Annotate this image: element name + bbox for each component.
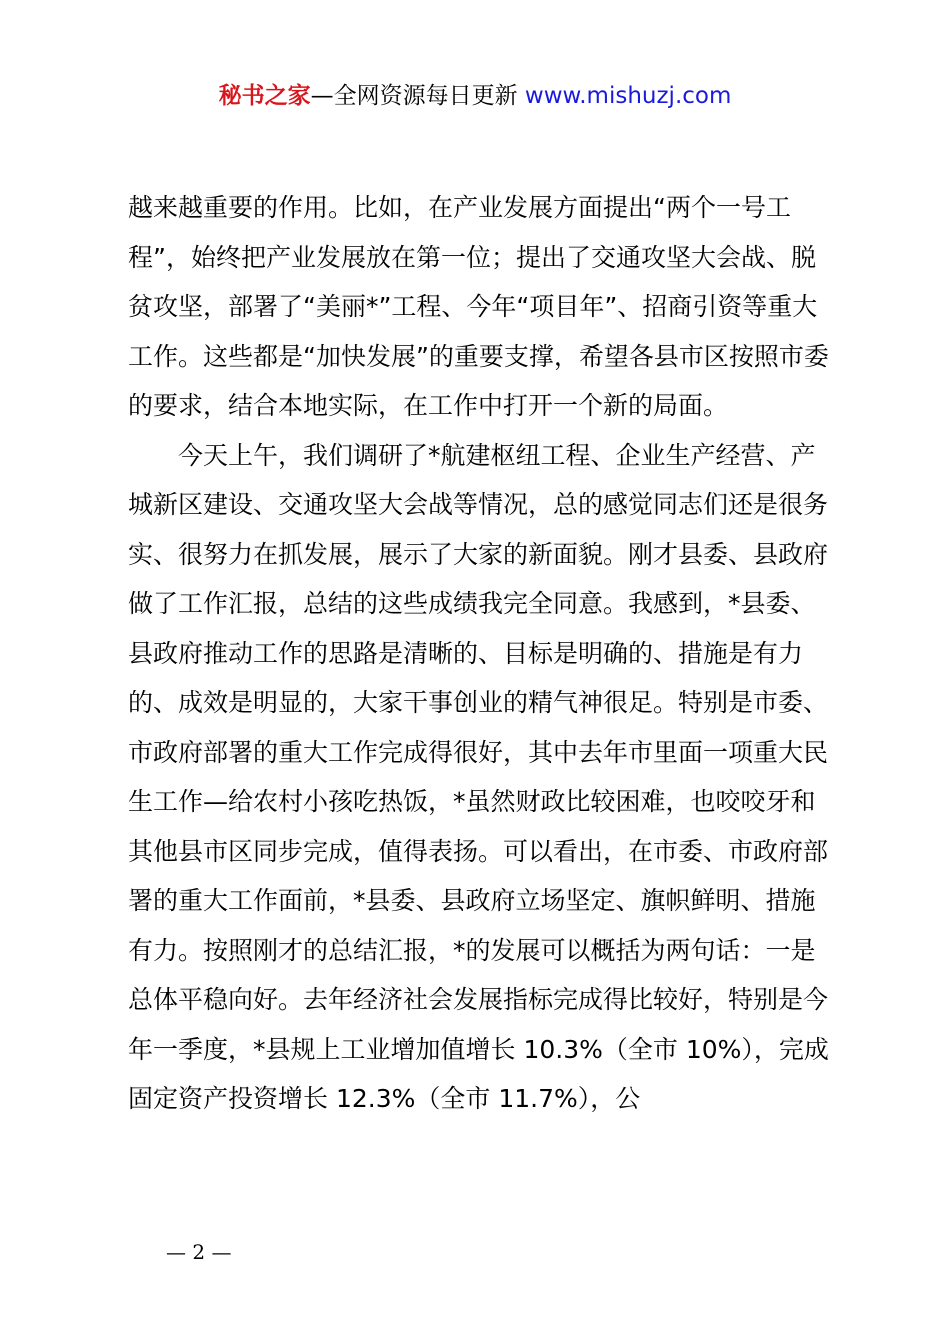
brand-name: 秘书之家 [218,83,311,109]
site-url-link[interactable]: www.mishuzj.com [524,83,732,109]
paragraph-continuation: 越来越重要的作用。比如，在产业发展方面提出“两个一号工程”，始终把产业发展放在第一位；提出了交通攻坚大会战、脱贫攻坚，部署了“美丽*”工程、今年“项目年”、招商引资等重大工作。这些都是“加快发展”的重要支撑，希望各县市区按照市委的要求，结合本地实际，在工作中打开一个新的局面。 [128,193,829,420]
page-header [0,80,950,112]
header-tagline: —全网资源每日更新 [310,83,525,109]
document-body [128,183,836,1124]
paragraph-research-summary: 今天上午，我们调研了*航建枢纽工程、企业生产经营、产城新区建设、交通攻坚大会战等情况，总的感觉同志们还是很务实、很努力在抓发展，展示了大家的新面貌。刚才县委、县政府做了工作汇报，总结的这些成绩我完全同意。我感到，*县委、县政府推动工作的思路是清晰的、目标是明确的、措施是有力的、成效是明显的，大家干事创业的精气神很足。特别是市委、市政府部署的重大工作完成得很好，其中去年市里面一项重大民生工作—给农村小孩吃热饭，*虽然财政比较困难，也咬咬牙和其他县市区同步完成，值得表扬。可以看出，在市委、市政府部署的重大工作面前，*县委、县政府立场坚定、旗帜鲜明、措施有力。按照刚才的总结汇报，*的发展可以概括为两句话：一是总体平稳向好。去年经济社会发展指标完成得比较好，特别是今年一季度，*县规上工业增加值增长 10.3%（全市 10%），完成固定资产投资增长 12.3%（全市 11.7%），公 [128,440,829,1113]
page-number: — 2 — [166,1240,232,1264]
